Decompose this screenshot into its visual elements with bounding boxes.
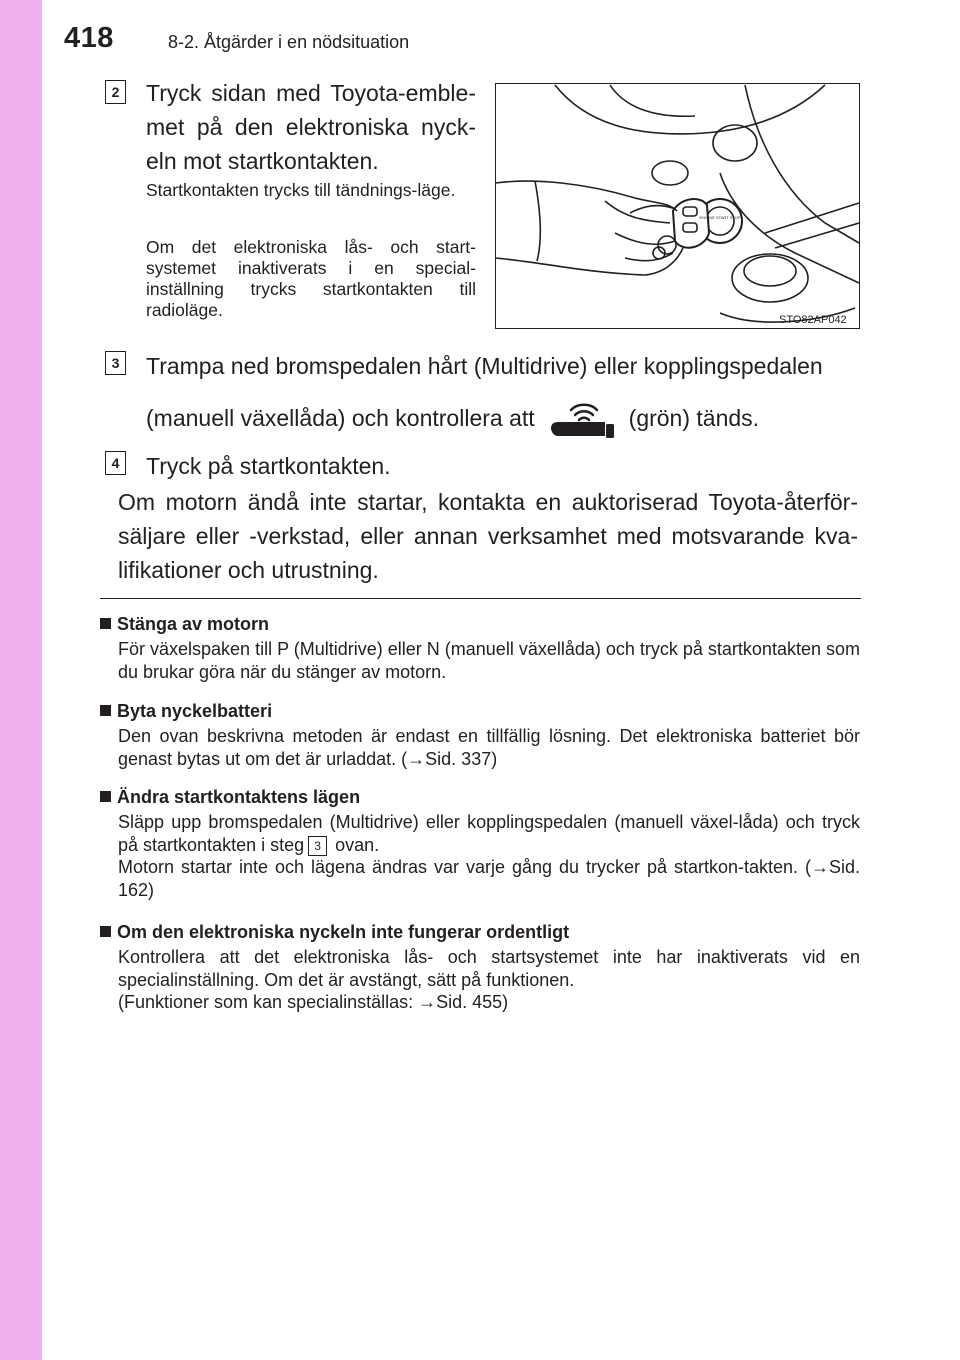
step-4-paragraph: Om motorn ändå inte startar, kontakta en auktoriserad Toyota-återför-säljare eller -verkstad, eller annan verksamhet med motsvarande kva-lifikationer och utrustning.: [118, 489, 858, 583]
key-start-illustration: [495, 83, 860, 329]
step-4-instruction: Tryck på startkontakten.: [146, 453, 391, 479]
step-3-text-before-icon: (manuell växellåda) och kontrollera att: [146, 405, 535, 432]
info-text-after-ref: ovan.: [335, 834, 380, 855]
info-heading-text: Stänga av motorn: [117, 614, 270, 634]
step-4-marker: 4: [105, 451, 126, 475]
info-heading: [100, 700, 860, 722]
info-text: [118, 638, 860, 683]
info-paragraph: Den ovan beskrivna metoden är endast en tillfällig lösning. Det elektroniska batteriet bör genast bytas ut om det är urladdat. (→Sid. 337): [118, 726, 860, 769]
info-heading-text: Byta nyckelbatteri: [117, 701, 273, 721]
info-paragraph-2: Motorn startar inte och lägena ändras var varje gång du trycker på startkon-takten. (→Sid. 162): [118, 857, 860, 900]
section-divider: [100, 598, 861, 599]
bullet-square-icon: [100, 926, 111, 937]
info-paragraph: Kontrollera att det elektroniska lås- och startsystemet inte har inaktiverats vid en specialinställning. Om det är avstängt, sätt på funktionen.: [118, 947, 860, 990]
step-2-marker: 2: [105, 80, 126, 104]
key-indicator-icon: [549, 400, 617, 440]
start-button-label: ENGINE START STOP: [699, 215, 741, 220]
bullet-square-icon: [100, 618, 111, 629]
info-heading: [100, 613, 860, 635]
info-block-switch-modes: [100, 786, 860, 901]
step-3-line-1: Trampa ned bromspedalen hårt (Multidrive) eller kopplingspedalen: [146, 353, 823, 379]
info-text: [118, 811, 860, 901]
info-heading-text: Ändra startkontaktens lägen: [117, 787, 361, 807]
info-block-battery: [100, 700, 860, 770]
info-heading: [100, 786, 860, 808]
step-3-line-2: [146, 400, 759, 440]
bullet-square-icon: [100, 791, 111, 802]
step-3-reference: 3: [308, 836, 327, 856]
info-block-key-fault: [100, 921, 860, 1014]
info-paragraph-2: (Funktioner som kan specialinställas: →Sid. 455): [118, 992, 509, 1012]
side-color-strip: [0, 0, 42, 1360]
step-3-text-after-icon: (grön) tänds.: [628, 405, 760, 432]
bullet-square-icon: [100, 705, 111, 716]
step-2-note-radio: Om det elektroniska lås- och start-systemet inaktiverats i en special-inställning trycks startkontakten till radioläge.: [146, 237, 476, 320]
info-text: [118, 946, 860, 1014]
info-heading-text: Om den elektroniska nyckeln inte fungerar ordentligt: [117, 922, 570, 942]
info-paragraph: [118, 811, 860, 856]
info-heading: [100, 921, 860, 943]
page-number: 418: [64, 22, 114, 54]
info-text-before-ref: Släpp upp bromspedalen (Multidrive) eller kopplingspedalen (manuell växel-låda) och tryck på startkontakten i steg: [118, 812, 860, 855]
section-title: 8-2. Åtgärder i en nödsituation: [168, 32, 410, 52]
step-2-instruction: Tryck sidan med Toyota-emble-met på den elektroniska nyck-eln mot startkontakten.: [146, 80, 476, 174]
figure-code: STO82AP042: [779, 314, 847, 326]
info-text: [118, 725, 860, 770]
step-2-note-ignition: Startkontakten trycks till tändnings-läge.: [146, 180, 456, 200]
info-block-stop-engine: [100, 613, 860, 683]
step-3-marker: 3: [105, 351, 126, 375]
info-paragraph: För växelspaken till P (Multidrive) eller N (manuell växellåda) och tryck på startkontakten som du brukar göra när du stänger av motorn.: [118, 639, 860, 682]
